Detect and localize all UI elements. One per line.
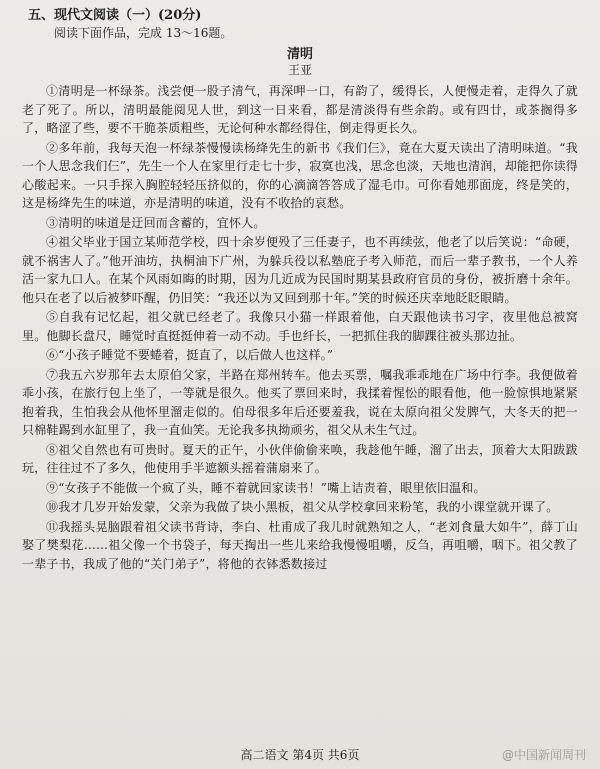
page-footer: 高二语文 第4页 共6页 [240, 748, 360, 762]
paragraph-2: ②多年前，我每天泡一杯绿茶慢慢读杨绛先生的新书《我们仨》，竟在大夏天读出了清明味道。“我一个人思念我们仨”，先生一个人在家里行走七十步，寂寞也浅，思念也淡，天地也清润，却能把你读得心酸起来。一只手探入胸腔轻轻压挤似的，你的心滴滴答答成了湿毛巾。可你看她那面庞，终是笑的，这是杨绛先生的味道，亦是清明的味道，没有不收拾的哀愁。 [22, 140, 578, 210]
paragraph-10: ⑩我才几岁开始发蒙，父亲为我做了块小黑板，祖父从学校拿回来粉笔，我的小课堂就开课了。 [46, 500, 559, 514]
paragraph-8: ⑧祖父自然也有可贵时。夏天的正午，小伙伴偷偷来唤，我趁他午睡，溜了出去，顶着大太阳跋跋玩，往往过不了多久，他使用手半遮额头摇着蒲扇来了。 [22, 442, 578, 475]
paragraph-4: ④祖父毕业于国立某师范学校，四十余岁便殁了三任妻子，也不再续弦，他老了以后笑说：“命硬，就不祸害人了。”他开油坊，执桐油下广州，为躲兵役以私塾庇子考入师范，而后一辈子教书，一个人养活一家九口人。在某个风雨如晦的时期，因为几近成为民国时期某县政府官员的身份，被折磨十余年。他只在老了以后被梦吓醒，仍旧笑：“我还以为又回到那十年。”笑的时候还庆幸地眨眨眼睛。 [22, 235, 578, 305]
essay-body [22, 82, 578, 573]
paragraph-1: ①清明是一杯绿茶。浅尝便一股子清气，再深呷一口，有韵了，缓得长，人便慢走着，走得久了就老了死了。所以，清明最能阅见人世，到这一日来看，都是清淡得有些余韵。或有四廿，或茶搁得多了，略涩了些，要不干脆茶质粗些，无论何种水都经得住，倒走得更长久。 [22, 84, 578, 135]
section-title: 五、现代文阅读（一）(20分) [28, 8, 202, 23]
essay-title: 清明 [286, 47, 313, 62]
essay-author: 王亚 [287, 63, 312, 77]
instruction-text: 阅读下面作品，完成 13～16题。 [54, 26, 233, 40]
paragraph-6: ⑥“小孩子睡觉不要蜷着，挺直了，以后做人也这样。” [46, 348, 334, 362]
paragraph-5: ⑤自我有记忆起，祖父就已经老了。我像只小猫一样跟着他，白天跟他读书习字，夜里他总被窝里。他脚长盘尺，睡觉时直挺挺伸着一动不动。手也纤长，一把抓住我的脚踝往被头那边扯。 [22, 310, 578, 343]
watermark-text: @中国新闻周刊 [501, 748, 586, 762]
paragraph-7: ⑦我五六岁那年去太原伯父家，半路在郑州转车。他去买票，嘱我乖乖地在广场中行李。我便做着乖小孩，在旅行包上坐了，一等就是很久。他买了票回来时，我揉着惺忪的眼看他，他一脸惊惧地紧紧抱着我，生怕我会从他怀里溜走似的。伯母很多年后还要羞我，说在太原向祖父发脾气，大冬天的把一只棉鞋踢到水缸里了，我一直仙笑。无论我多执拗顽劣，祖父从未生气过。 [22, 367, 578, 437]
paragraph-3: ③清明的味道是迂回而含蓄的，宜怀人。 [46, 215, 266, 230]
paragraph-11: ⑪我摇头晃脑跟着祖父读书背诗，李白、杜甫成了我儿时就熟知之人，“老刘食量大如牛”，薛丁山娶了樊梨花……祖父像一个书袋子，每天掏出一些儿来给我慢慢咀嚼，反刍，再咀嚼，咽下。祖父教了一辈子书，我成了他的“关门弟子”，将他的衣钵悉数接过 [22, 519, 578, 571]
paragraph-9: ⑨“女孩子不能做一个疯了头，睡不着就回家读书！”嘴上诘责着，眼里依旧温和。 [46, 480, 486, 495]
